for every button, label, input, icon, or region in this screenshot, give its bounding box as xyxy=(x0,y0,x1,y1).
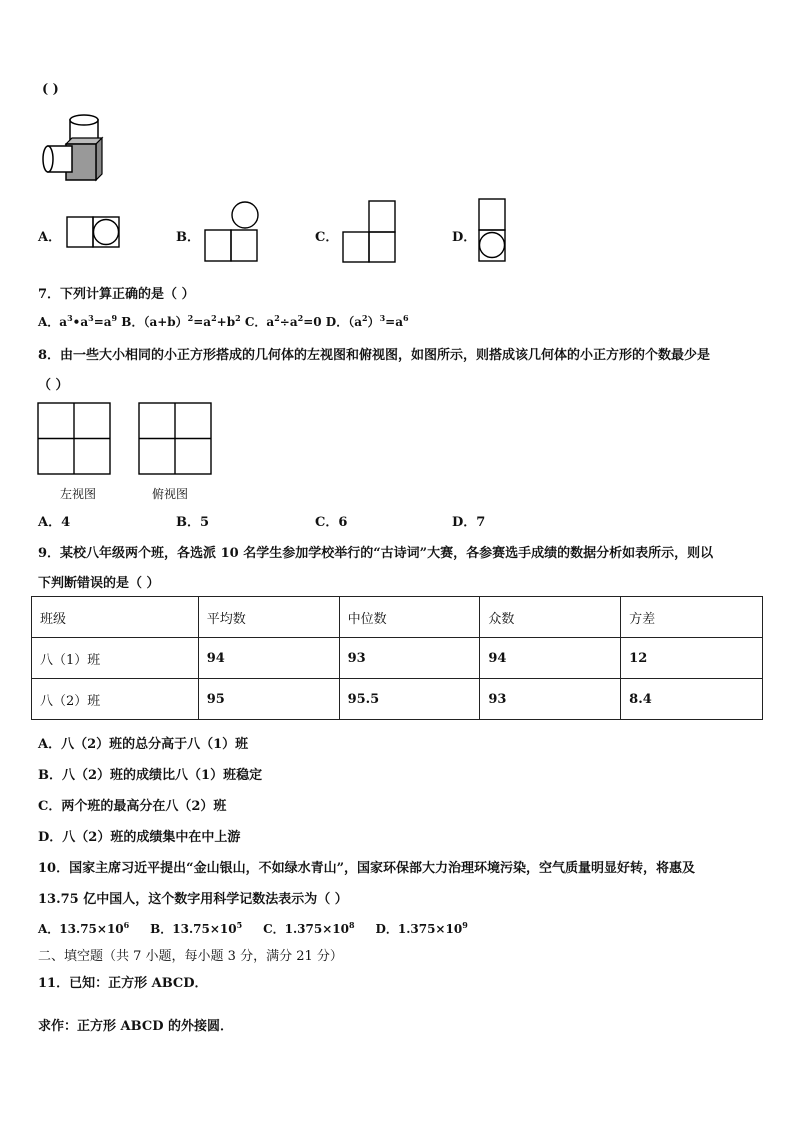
table-cell: 八（1）班 xyxy=(32,638,199,679)
q6-option-a-label: A． xyxy=(38,230,62,245)
q10-option-c: C．$1.375\times 10^8$ xyxy=(263,920,355,936)
q10-option-a: A．$13.75\times 10^6$ xyxy=(38,920,130,936)
q8-caption-top-view: 俯视图 xyxy=(152,487,189,501)
q6-option-b-label: B． xyxy=(176,230,200,245)
q8-stem-line1: 8．由一些大小相同的小正方形搭成的几何体的左视图和俯视图，如图所示，则搭成该几何体的小正方形的个数最少是 xyxy=(38,348,711,363)
table-cell: 8.4 xyxy=(621,679,763,720)
q10-stem-line2: 13.75 亿中国人，这个数字用科学记数法表示为（ ） xyxy=(38,892,348,907)
q9-option-d: D．八（2）班的成绩集中在中上游 xyxy=(38,830,241,845)
q6-answer-bracket: ( ) xyxy=(42,82,59,97)
table-cell: 94 xyxy=(198,638,339,679)
table-header-cell: 众数 xyxy=(480,597,621,638)
q9-stem-line1: 9．某校八年级两个班，各选派 10 名学生参加学校举行的“古诗词”大赛，各参赛选手成绩的数据分析如表所示，则以 xyxy=(38,546,714,561)
q8-option-c: C．6 xyxy=(315,515,348,530)
q10-option-b: B．$13.75\times 10^5$ xyxy=(150,920,243,936)
q9-option-b: B．八（2）班的成绩比八（1）班稳定 xyxy=(38,768,263,783)
table-cell: 94 xyxy=(480,638,621,679)
table-header-cell: 方差 xyxy=(621,597,763,638)
q9-score-table xyxy=(31,596,763,720)
q7-stem: 7．下列计算正确的是（ ） xyxy=(38,287,195,302)
q8-left-view-grid xyxy=(37,402,113,476)
table-header-cell: 平均数 xyxy=(198,597,339,638)
section-2-title: 二、填空题（共 7 小题，每小题 3 分，满分 21 分） xyxy=(38,949,343,964)
q10-stem-line1: 10．国家主席习近平提出“金山银山，不如绿水青山”，国家环保部大力治理环境污染，空气质量明显好转，将惠及 xyxy=(38,861,696,876)
q6-option-c-figure xyxy=(342,200,398,264)
q6-option-a-figure xyxy=(66,215,122,249)
q8-option-d: D．7 xyxy=(452,515,486,530)
q6-option-b-figure xyxy=(204,201,260,263)
q8-option-b: B．5 xyxy=(176,515,210,530)
table-header-cell: 中位数 xyxy=(339,597,480,638)
q8-caption-left-view: 左视图 xyxy=(60,487,97,501)
table-cell: 12 xyxy=(621,638,763,679)
q6-option-c-label: C． xyxy=(315,230,339,245)
q8-top-view-grid xyxy=(138,402,214,476)
q6-solid-figure xyxy=(40,110,110,184)
q10-options xyxy=(38,920,468,937)
q8-stem-line2: （ ） xyxy=(38,378,69,393)
table-row xyxy=(32,679,763,720)
q11-given: 11．已知：正方形 ABCD． xyxy=(38,976,208,991)
table-header-row xyxy=(32,597,763,638)
table-header-cell: 班级 xyxy=(32,597,199,638)
q6-option-d-label: D． xyxy=(452,230,477,245)
q11-construct: 求作：正方形 ABCD 的外接圆． xyxy=(38,1019,233,1034)
table-cell: 93 xyxy=(339,638,480,679)
q9-stem-line2: 下判断错误的是（ ） xyxy=(38,576,160,591)
table-cell: 93 xyxy=(480,679,621,720)
table-cell: 95.5 xyxy=(339,679,480,720)
q6-option-d-figure xyxy=(478,198,508,264)
table-cell: 95 xyxy=(198,679,339,720)
q10-option-d: D．$1.375\times 10^9$ xyxy=(375,920,468,936)
q8-option-a: A．4 xyxy=(38,515,71,530)
table-cell: 八（2）班 xyxy=(32,679,199,720)
q9-option-c: C．两个班的最高分在八（2）班 xyxy=(38,799,227,814)
q7-options: A．$a^3•a^3=a^9$ B．$(a+b)^2=a^2+b^2$ C．$a^2\div a^2=0$ D．$(a^2)^3=a^6$ xyxy=(38,313,409,329)
q9-option-a: A．八（2）班的总分高于八（1）班 xyxy=(38,737,249,752)
table-row xyxy=(32,638,763,679)
